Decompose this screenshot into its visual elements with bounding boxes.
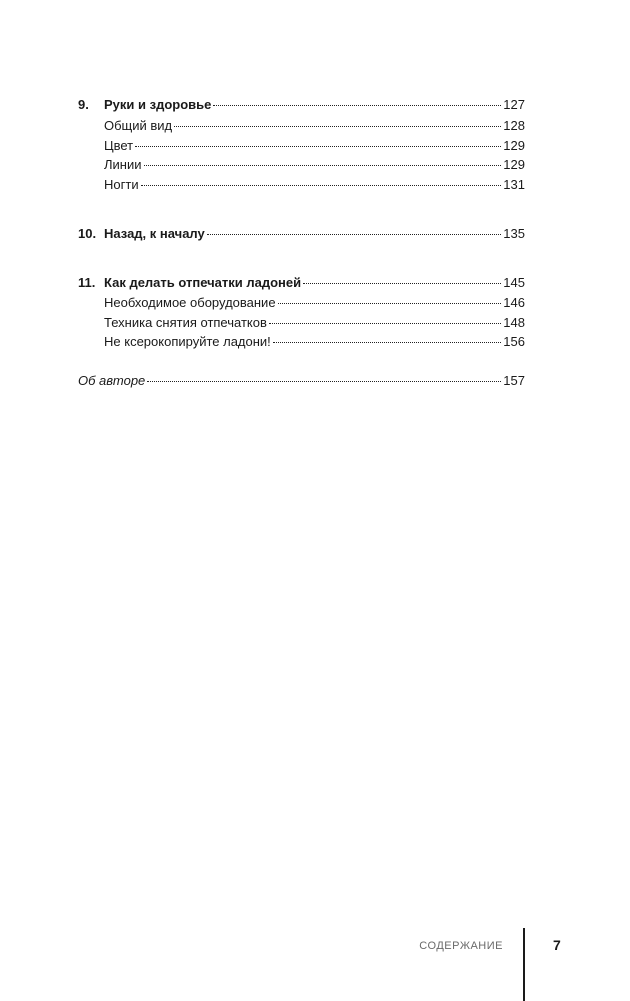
dot-leader [135, 146, 501, 147]
chapter-number: 11. [78, 275, 96, 290]
dot-leader [207, 234, 502, 235]
toc-subentry[interactable] [104, 176, 525, 194]
toc-subentry[interactable] [104, 117, 525, 135]
subentry-title: Не ксерокопируйте ладони! [104, 334, 271, 349]
dot-leader [213, 105, 501, 106]
page-ref: 128 [503, 118, 525, 133]
toc-subentry[interactable] [104, 314, 525, 332]
dot-leader [278, 303, 502, 304]
chapter-number: 10. [78, 226, 97, 241]
toc-subentry[interactable] [104, 333, 525, 351]
toc-about-author[interactable] [78, 372, 525, 390]
chapter-title: Назад, к началу [104, 226, 205, 241]
subentry-title: Необходимое оборудование [104, 295, 276, 310]
page-ref: 131 [503, 177, 525, 192]
chapter-number: 9. [78, 97, 89, 112]
running-footer-section: СОДЕРЖАНИЕ [419, 940, 503, 952]
entry-title: Об авторе [78, 373, 146, 388]
page-ref: 157 [503, 373, 525, 388]
toc-chapter-10[interactable] [78, 225, 525, 243]
subentry-title: Цвет [104, 138, 134, 153]
subentry-title: Общий вид [104, 118, 173, 133]
dot-leader [174, 126, 501, 127]
page-ref: 129 [503, 138, 525, 153]
subentry-title: Ногти [104, 177, 139, 192]
toc-chapter-9[interactable] [78, 96, 525, 114]
page-ref: 148 [503, 315, 525, 330]
page-ref: 146 [503, 295, 525, 310]
page-ref: 135 [503, 226, 525, 241]
dot-leader [273, 342, 501, 343]
page-ref: 145 [503, 275, 525, 290]
toc-chapter-11[interactable] [78, 274, 525, 292]
page-ref: 129 [503, 157, 525, 172]
toc-subentry[interactable] [104, 294, 525, 312]
page-number: 7 [553, 937, 561, 953]
toc-subentry[interactable] [104, 137, 525, 155]
page-ref: 156 [503, 334, 525, 349]
page-ref: 127 [503, 97, 525, 112]
dot-leader [147, 381, 501, 382]
chapter-title: Руки и здоровье [104, 97, 212, 112]
dot-leader [144, 165, 502, 166]
subentry-title: Линии [104, 157, 142, 172]
footer-divider [523, 928, 525, 1001]
dot-leader [141, 185, 502, 186]
toc-subentry[interactable] [104, 156, 525, 174]
dot-leader [269, 323, 501, 324]
chapter-title: Как делать отпечатки ладоней [104, 275, 302, 290]
dot-leader [303, 283, 501, 284]
subentry-title: Техника снятия отпечатков [104, 315, 267, 330]
